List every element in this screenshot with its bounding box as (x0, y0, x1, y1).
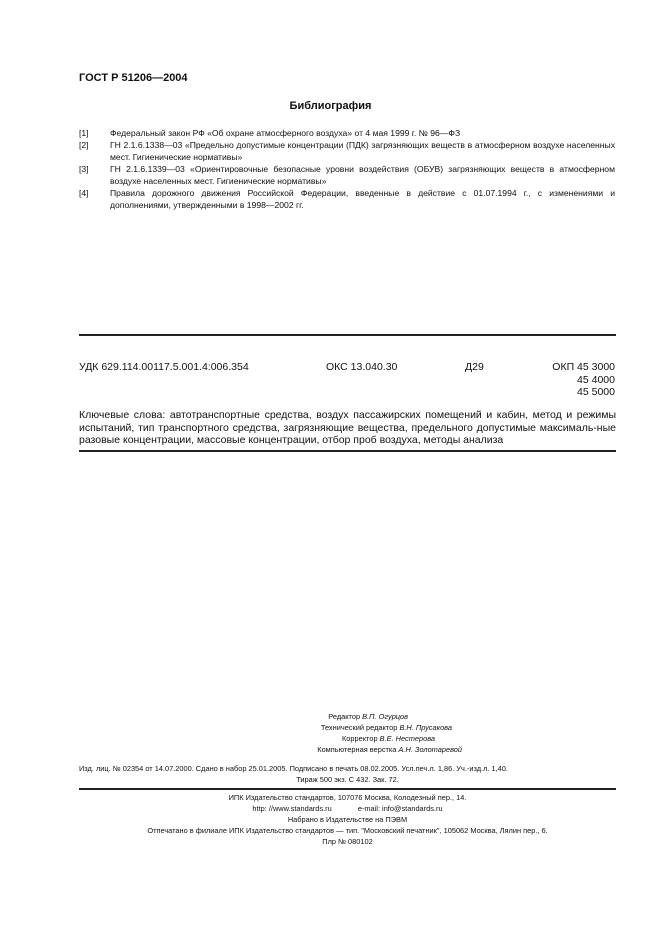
udk-code: УДК 629.114.00117.5.001.4:006.354 (79, 361, 249, 373)
credit-name: А.Н. Золотаревой (398, 745, 462, 754)
credit-name: В.П. Огурцов (362, 712, 408, 721)
bibliography-item-text: ГН 2.1.6.1339—03 «Ориентировочные безопасные уровни воздействия (ОБУВ) загрязняющих веществ в атмосферном воздухе населенных мест. Гигиенические нормативы» (110, 164, 615, 186)
bibliography-item-number: [3] (79, 164, 89, 174)
bibliography-item-number: [4] (79, 188, 89, 198)
bibliography-item (79, 163, 615, 187)
section-divider (79, 788, 616, 790)
oks-code: ОКС 13.040.30 (326, 361, 398, 373)
bibliography-item-text: Правила дорожного движения Российской Федерации, введенные в действие с 01.07.1994 г., с изменениями и дополнениями, утвержденными в 1998—2002 гг. (110, 188, 615, 210)
credit-name: В.Е. Нестерова (379, 734, 435, 743)
credit-role: Редактор (328, 712, 361, 721)
imprint-line: Изд. лиц. № 02354 от 14.07.2000. Сдано в набор 25.01.2005. Подписано в печать 08.02.2005. Усл.печ.л. 1,86. Уч.-изд.л. 1,40. (79, 764, 508, 773)
credit-role: Технический редактор (320, 723, 398, 732)
okp-code: ОКП 45 3000 (552, 361, 615, 373)
publisher-line: Плр № 080102 (322, 837, 373, 846)
publisher-website: http: //www.standards.ru (252, 804, 332, 813)
bibliography-item-text: ГН 2.1.6.1338—03 «Предельно допустимые концентрации (ПДК) загрязняющих веществ в атмосферном воздухе населенных мест. Гигиенические нормативы» (110, 140, 615, 162)
credit-role: Корректор (341, 734, 378, 743)
credit-line (342, 734, 435, 745)
publisher-line: Набрано в Издательстве на ПЭВМ (287, 815, 408, 824)
section-divider (79, 450, 616, 452)
okp-code: 45 5000 (577, 386, 615, 398)
document-header: ГОСТ Р 51206—2004 (79, 72, 188, 84)
publisher-line: ИПК Издательство стандартов, 107076 Москва, Колодезный пер., 14. (228, 793, 467, 802)
bibliography-item (79, 187, 615, 211)
publisher-line: Отпечатано в филиале ИПК Издательство стандартов — тип. "Московский печатник", 105062 Москва, Лялин пер., 6. (147, 826, 548, 835)
okp-code: 45 4000 (577, 373, 615, 386)
credit-line (317, 745, 462, 756)
credit-name: В.Н. Прусакова (399, 723, 452, 732)
section-divider (79, 334, 616, 336)
group-code: Д29 (465, 361, 484, 373)
keywords: Ключевые слова: автотранспортные средства, воздух пассажирских помещений и кабин, метод и режимы испытаний, тип транспортного средства, загрязняющие вещества, предельного допустимые максималь-ные разовые концентрации, массовые концентрации, отбор проб воздуха, методы анализа (79, 409, 616, 446)
okp-codes (540, 361, 615, 399)
bibliography-item-number: [2] (79, 140, 89, 150)
credit-line (321, 723, 452, 734)
imprint-line: Тираж 500 экз. С 432. Зак. 72. (296, 775, 399, 784)
bibliography-item (79, 127, 615, 139)
credit-role: Компьютерная верстка (317, 745, 397, 754)
bibliography-item (79, 139, 615, 163)
publisher-email: e-mail: info@standards.ru (357, 804, 443, 813)
credit-line (328, 712, 408, 723)
bibliography-item-text: Федеральный закон РФ «Об охране атмосферного воздуха» от 4 мая 1999 г. № 96—ФЗ (110, 128, 461, 138)
bibliography-title: Библиография (289, 100, 372, 112)
bibliography-item-number: [1] (79, 128, 89, 138)
publisher-contacts (79, 803, 616, 814)
